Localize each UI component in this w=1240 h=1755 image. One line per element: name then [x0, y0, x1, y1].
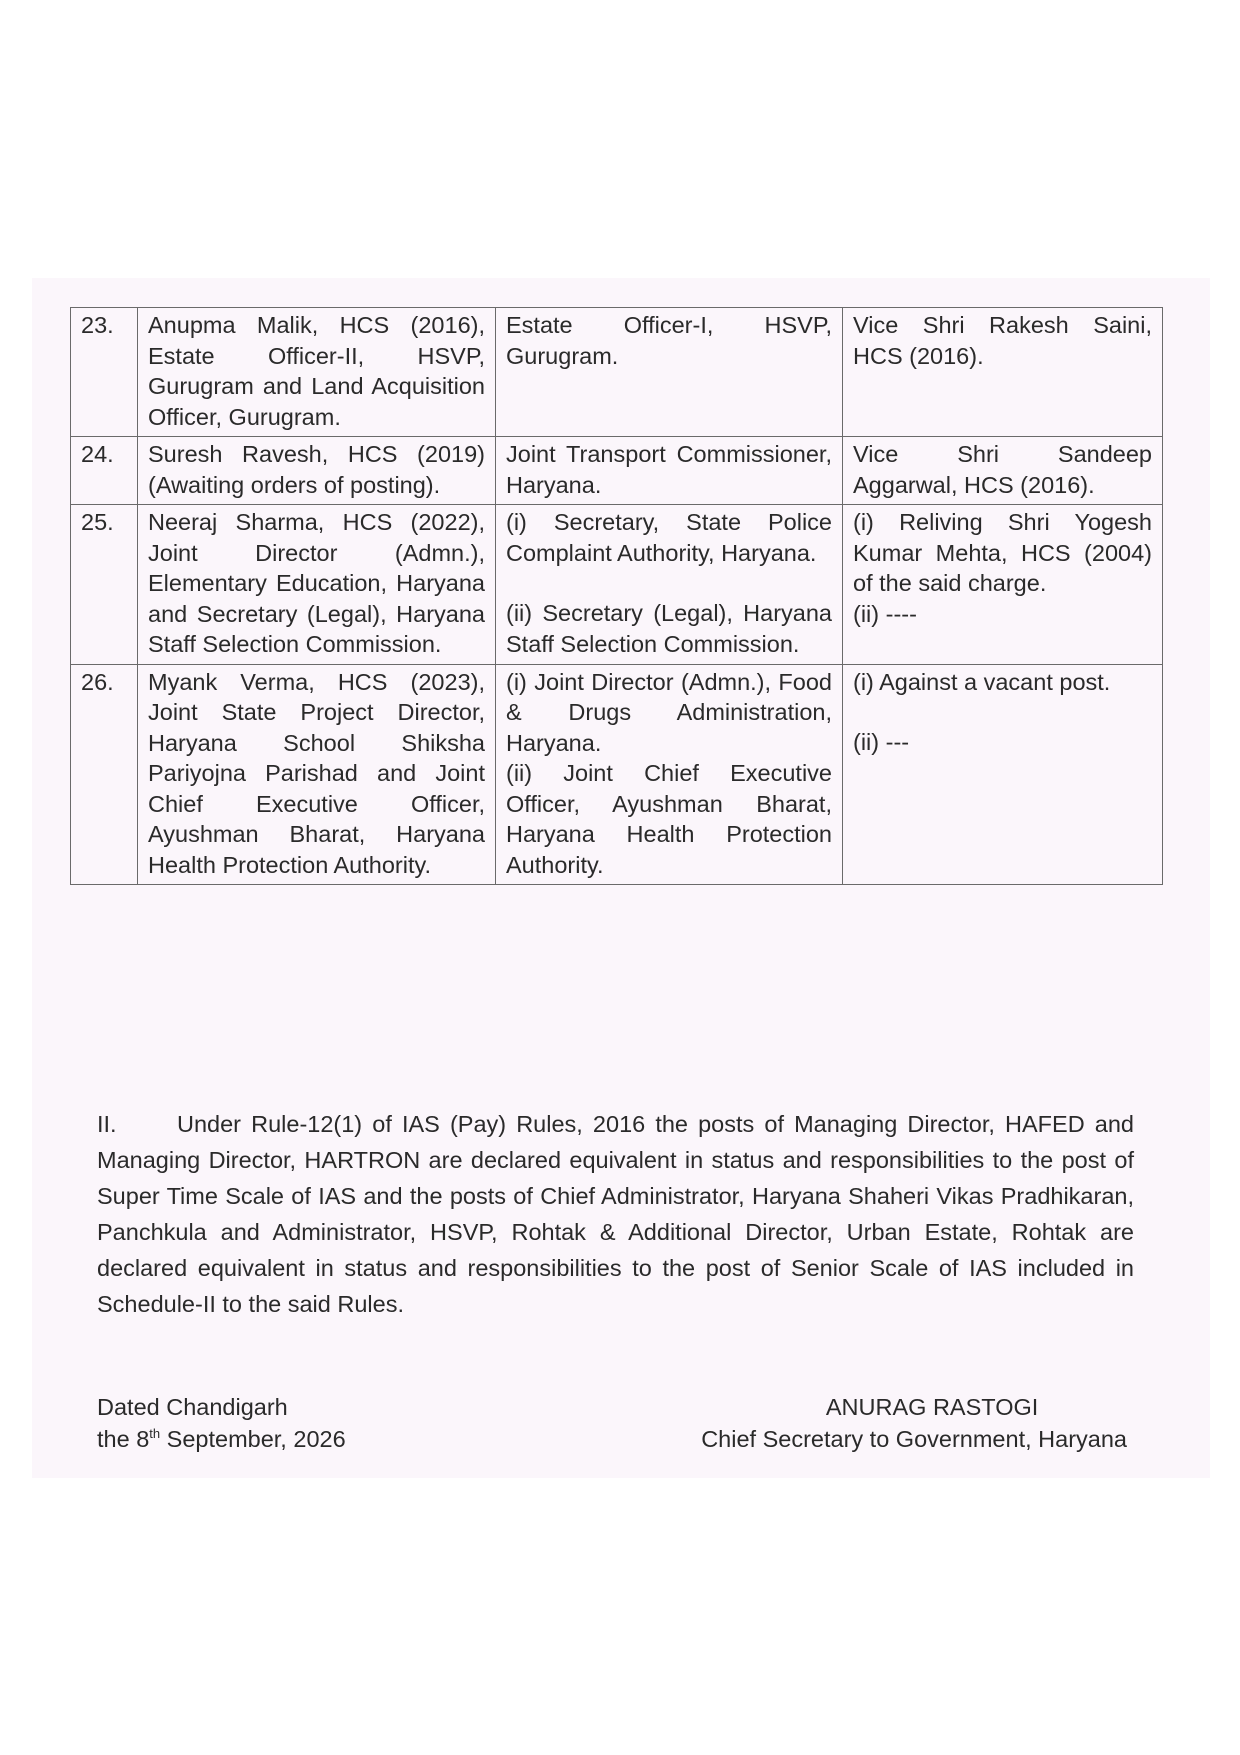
rule-paragraph — [97, 1106, 1134, 1322]
officer-details: Suresh Ravesh, HCS (2019) (Awaiting orders of posting). — [138, 437, 496, 505]
serial-number: 25. — [71, 505, 138, 665]
posting-line: (ii) Joint Chief Executive Officer, Ayushman Bharat, Haryana Health Protection Authority. — [506, 760, 832, 878]
remarks — [843, 308, 1163, 437]
posting-details — [496, 437, 843, 505]
remarks-line: (ii) ---- — [853, 600, 917, 627]
dated-block — [97, 1391, 346, 1455]
posting-line: Estate Officer-I, HSVP, Gurugram. — [506, 312, 832, 369]
dated-date — [97, 1423, 346, 1455]
dated-place: Dated Chandigarh — [97, 1394, 288, 1420]
signature-block — [701, 1391, 1127, 1455]
remarks-line: Vice Shri Sandeep Aggarwal, HCS (2016). — [853, 441, 1152, 498]
serial-number: 26. — [71, 664, 138, 885]
remarks-line: (i) Reliving Shri Yogesh Kumar Mehta, HCS (2004) of the said charge. — [853, 509, 1152, 596]
signatory-title: Chief Secretary to Government, Haryana — [701, 1426, 1127, 1452]
remarks-line: (ii) --- — [853, 729, 910, 755]
remarks-line: (i) Against a vacant post. — [853, 668, 1111, 695]
postings-table-container — [70, 307, 1162, 885]
remarks — [843, 505, 1163, 665]
posting-details — [496, 664, 843, 885]
posting-line: (ii) Secretary (Legal), Haryana Staff Selection Commission. — [506, 600, 832, 657]
remarks-line: Vice Shri Rakesh Saini, HCS (2016). — [853, 312, 1152, 369]
table-row — [71, 437, 1163, 505]
posting-line: Joint Transport Commissioner, Haryana. — [506, 441, 832, 498]
paragraph-text: Under Rule-12(1) of IAS (Pay) Rules, 2016 the posts of Managing Director, HAFED and Managing Director, HARTRON are declared equivalent in status and responsibilities to the post of Super Time Scale of IAS and the posts of Chief Administrator, Haryana Shaheri Vikas Pradhikaran, Panchkula and Administrator, HSVP, Rohtak & Additional Director, Urban Estate, Rohtak are declared equivalent in status and responsibilities to the post of Senior Scale of IAS included in Schedule-II to the said Rules. — [97, 1111, 1134, 1317]
posting-line: (i) Joint Director (Admn.), Food & Drugs Administration, Haryana. — [506, 668, 832, 756]
date-prefix: the 8 — [97, 1426, 150, 1452]
officer-details: Neeraj Sharma, HCS (2022), Joint Director (Admn.), Elementary Education, Haryana and Secretary (Legal), Haryana Staff Selection Commission. — [138, 505, 496, 665]
posting-details — [496, 308, 843, 437]
posting-line: (i) Secretary, State Police Complaint Authority, Haryana. — [506, 509, 832, 566]
posting-details — [496, 505, 843, 665]
postings-table — [70, 307, 1163, 885]
officer-details: Myank Verma, HCS (2023), Joint State Project Director, Haryana School Shiksha Pariyojna Parishad and Joint Chief Executive Officer, Ayushman Bharat, Haryana Health Protection Authority. — [138, 664, 496, 885]
officer-details: Anupma Malik, HCS (2016), Estate Officer-II, HSVP, Gurugram and Land Acquisition Officer, Gurugram. — [138, 308, 496, 437]
table-row — [71, 308, 1163, 437]
signatory-name: ANURAG RASTOGI — [825, 1394, 1039, 1420]
serial-number: 24. — [71, 437, 138, 505]
remarks — [843, 664, 1163, 885]
remarks — [843, 437, 1163, 505]
date-suffix: September, 2026 — [160, 1426, 346, 1452]
table-row — [71, 664, 1163, 885]
serial-number: 23. — [71, 308, 138, 437]
paragraph-number: II. — [97, 1111, 117, 1137]
table-row — [71, 505, 1163, 665]
date-ordinal: th — [149, 1426, 161, 1442]
